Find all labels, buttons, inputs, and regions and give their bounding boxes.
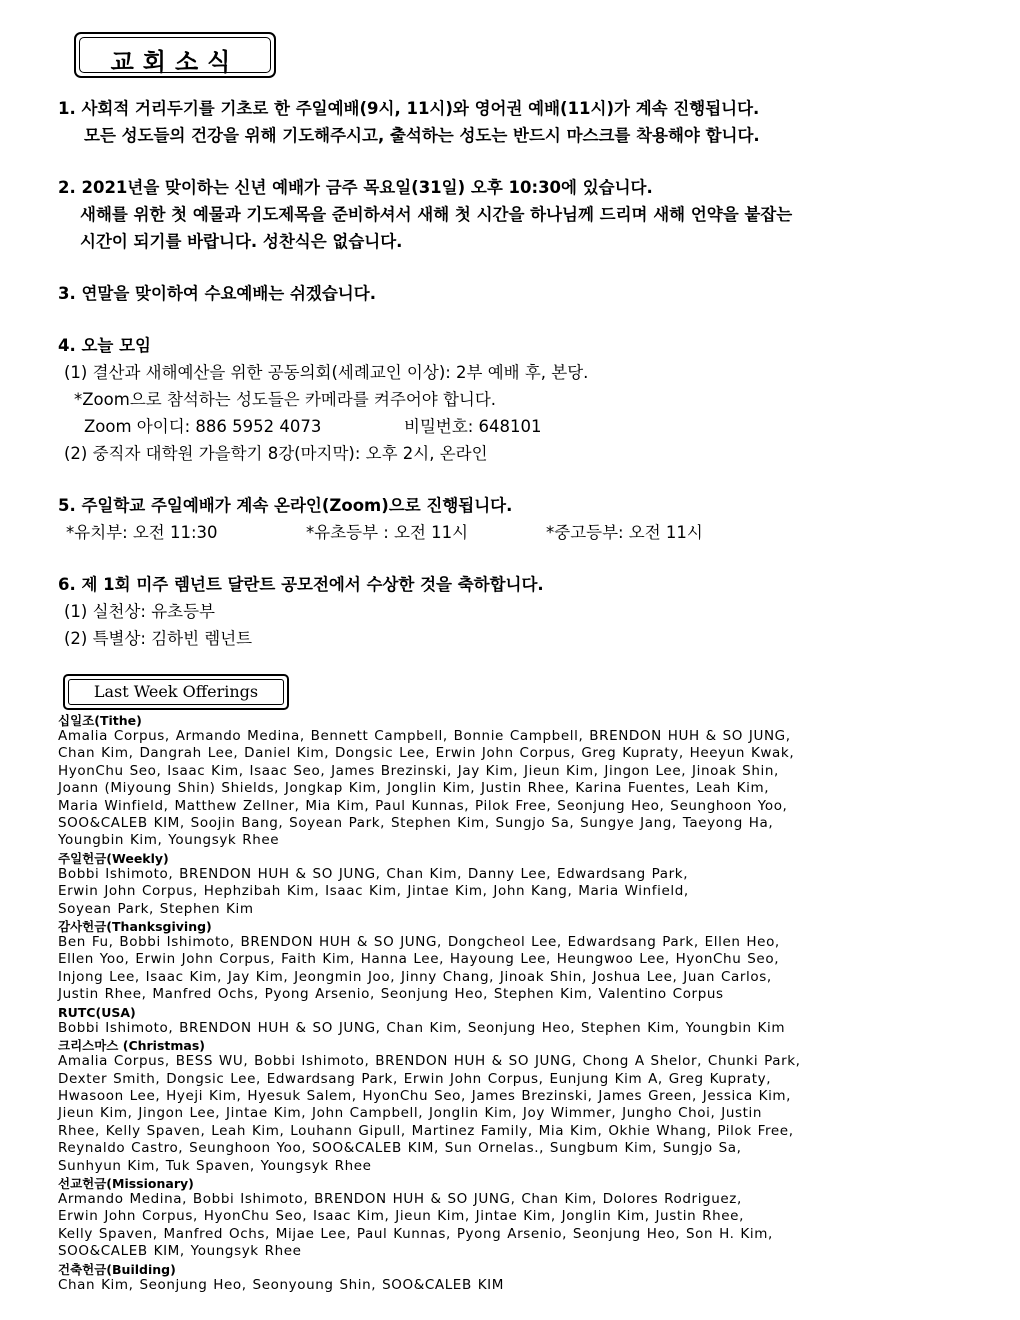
- donor-line: HyonChu Seo, Isaac Kim, Isaac Seo, James Brezinski, Jay Kim, Jieun Kim, Jingon Lee, Jinoak Shin,: [58, 762, 779, 779]
- donor-line: Sunhyun Kim, Tuk Spaven, Youngsyk Rhee: [58, 1157, 372, 1174]
- offering-category-title: 건축헌금(Building): [58, 1261, 176, 1277]
- offering-category-title: 크리스마스 (Christmas): [58, 1038, 205, 1054]
- donor-line: Chan Kim, Seonjung Heo, Seonyoung Shin, SOO&CALEB KIM: [58, 1276, 504, 1293]
- school-schedule: [58, 519, 958, 546]
- donor-line: Reynaldo Castro, Seunghoon Yoo, SOO&CALEB KIM, Sun Ornelas., Sungbum Kim, Sungjo Sa,: [58, 1140, 742, 1157]
- donor-line: Chan Kim, Dangrah Lee, Daniel Kim, Dongsic Lee, Erwin John Corpus, Greg Kupraty, Heeyun Kwak,: [58, 745, 795, 762]
- news-item-1: [58, 95, 958, 149]
- zoom-id: Zoom 아이디: 886 5952 4073: [84, 417, 322, 436]
- schedule-elementary: *유초등부 : 오전 11시: [306, 523, 469, 542]
- donor-line: Erwin John Corpus, Hephzibah Kim, Isaac Kim, Jintae Kim, John Kang, Maria Winfield,: [58, 883, 689, 900]
- donor-line: Dexter Smith, Dongsic Lee, Edwardsang Park, Erwin John Corpus, Eunjung Kim A, Greg Kupraty,: [58, 1070, 772, 1087]
- news-item-5: [58, 492, 958, 546]
- news-subline: (1) 실천상: 유초등부: [64, 602, 215, 621]
- news-heading: 5. 주일학교 주일예배가 계속 온라인(Zoom)으로 진행됩니다.: [58, 496, 513, 515]
- donor-line: Ben Fu, Bobbi Ishimoto, BRENDON HUH & SO JUNG, Dongcheol Lee, Edwardsang Park, Ellen Heo,: [58, 934, 780, 951]
- zoom-password: 비밀번호: 648101: [404, 417, 542, 436]
- donor-line: Armando Medina, Bobbi Ishimoto, BRENDON HUH & SO JUNG, Chan Kim, Dolores Rodriguez,: [58, 1190, 742, 1207]
- offering-category-title: 선교헌금(Missionary): [58, 1175, 194, 1191]
- news-item-2: [58, 174, 958, 255]
- donor-line: SOO&CALEB KIM, Soojin Bang, Soyean Park, Stephen Kim, Sungjo Sa, Sungye Jang, Taeyong Ha,: [58, 815, 774, 832]
- news-item-3: [58, 280, 958, 307]
- news-line: 3. 연말을 맞이하여 수요예배는 쉬겠습니다.: [58, 284, 376, 303]
- news-line: 모든 성도들의 건강을 위해 기도해주시고, 출석하는 성도는 반드시 마스크를 착용해야 합니다.: [84, 126, 760, 145]
- donor-line: Hwasoon Lee, Hyeji Kim, Hyesuk Salem, HyonChu Seo, James Brezinski, James Green, Jessica Kim,: [58, 1087, 792, 1104]
- news-line: 2. 2021년을 맞이하는 신년 예배가 금주 목요일(31일) 오후 10:30에 있습니다.: [58, 178, 653, 197]
- offering-donor-list: [58, 728, 888, 850]
- donor-line: Injong Lee, Isaac Kim, Jay Kim, Jeongmin Joo, Jinny Chang, Jinoak Shin, Joshua Lee, Juan Carlos,: [58, 968, 772, 985]
- donor-line: Youngbin Kim, Youngsyk Rhee: [58, 832, 280, 849]
- donor-line: Bobbi Ishimoto, BRENDON HUH & SO JUNG, Chan Kim, Danny Lee, Edwardsang Park,: [58, 865, 689, 882]
- donor-line: Erwin John Corpus, HyonChu Seo, Isaac Kim, Jieun Kim, Jintae Kim, Jonglin Kim, Justin Rhee,: [58, 1208, 744, 1225]
- news-subline: (2) 특별상: 김하빈 렘넌트: [64, 629, 253, 648]
- donor-line: SOO&CALEB KIM, Youngsyk Rhee: [58, 1243, 302, 1260]
- donor-line: Amalia Corpus, BESS WU, Bobbi Ishimoto, BRENDON HUH & SO JUNG, Chong A Shelor, Chunki Park,: [58, 1053, 801, 1070]
- donor-line: Ellen Yoo, Erwin John Corpus, Faith Kim, Hanna Lee, Hayoung Lee, Heungwoo Lee, HyonChu Seo,: [58, 951, 780, 968]
- donor-line: Joann (Miyoung Shin) Shields, Jongkap Kim, Jonglin Kim, Justin Rhee, Karina Fuentes, Leah Kim,: [58, 780, 770, 797]
- schedule-youth: *중고등부: 오전 11시: [546, 523, 703, 542]
- donor-line: Kelly Spaven, Manfred Ochs, Mijae Lee, Paul Kunnas, Pyong Arsenio, Seonjung Heo, Son H. Kim,: [58, 1225, 773, 1242]
- news-list: [58, 95, 958, 652]
- offering-category-title: RUTC(USA): [58, 1004, 136, 1020]
- news-item-4: [58, 332, 958, 467]
- offering-donor-list: [58, 866, 888, 918]
- offerings-title: Last Week Offerings: [93, 682, 259, 701]
- donor-line: Rhee, Kelly Spaven, Leah Kim, Louhann Gipull, Martinez Family, Mia Kim, Okhie Whang, Pilok Free,: [58, 1122, 794, 1139]
- news-heading: 4. 오늘 모임: [58, 336, 151, 355]
- donor-line: Amalia Corpus, Armando Medina, Bennett Campbell, Bonnie Campbell, BRENDON HUH & SO JUNG,: [58, 728, 791, 744]
- news-subline: (1) 결산과 새해예산을 위한 공동의회(세례교인 이상): 2부 예배 후, 본당.: [64, 363, 589, 382]
- news-subline: (2) 중직자 대학원 가을학기 8강(마지막): 오후 2시, 온라인: [64, 444, 488, 463]
- donor-line: Bobbi Ishimoto, BRENDON HUH & SO JUNG, Chan Kim, Seonjung Heo, Stephen Kim, Youngbin Kim: [58, 1019, 786, 1036]
- donor-line: Jieun Kim, Jingon Lee, Jintae Kim, John Campbell, Jonglin Kim, Joy Wimmer, Jungho Choi, Justin: [58, 1105, 763, 1122]
- offering-category-title: 감사헌금(Thanksgiving): [58, 919, 212, 935]
- zoom-info: [58, 413, 958, 440]
- church-news-title-box: [74, 32, 276, 78]
- news-line: 1. 사회적 거리두기를 기초로 한 주일예배(9시, 11시)와 영어권 예배(11시)가 계속 진행됩니다.: [58, 99, 760, 118]
- offering-donor-list: [58, 1277, 888, 1294]
- donor-line: Maria Winfield, Matthew Zellner, Mia Kim, Paul Kunnas, Pilok Free, Seonjung Heo, Seunghoon Yoo,: [58, 797, 788, 814]
- donor-line: Justin Rhee, Manfred Ochs, Pyong Arsenio, Seonjung Heo, Stephen Kim, Valentino Corpus: [58, 986, 724, 1003]
- offering-donor-list: [58, 1020, 888, 1037]
- offerings-list: [58, 712, 888, 1294]
- news-item-6: [58, 571, 958, 652]
- offering-donor-list: [58, 1053, 888, 1175]
- church-news-title: 교회소식: [110, 48, 240, 76]
- donor-line: Soyean Park, Stephen Kim: [58, 900, 254, 917]
- offering-donor-list: [58, 1191, 888, 1261]
- news-heading: 6. 제 1회 미주 렘넌트 달란트 공모전에서 수상한 것을 축하합니다.: [58, 575, 544, 594]
- offering-donor-list: [58, 934, 888, 1004]
- offering-category-title: 십일조(Tithe): [58, 713, 142, 728]
- news-subline: *Zoom으로 참석하는 성도들은 카메라를 켜주어야 합니다.: [74, 390, 497, 409]
- news-line: 시간이 되기를 바랍니다. 성찬식은 없습니다.: [80, 232, 403, 251]
- offering-category-title: 주일헌금(Weekly): [58, 850, 169, 866]
- offerings-title-box: [63, 674, 289, 710]
- news-line: 새해를 위한 첫 예물과 기도제목을 준비하셔서 새해 첫 시간을 하나님께 드리며 새해 언약을 붙잡는: [80, 205, 793, 224]
- schedule-kindergarten: *유치부: 오전 11:30: [66, 523, 218, 542]
